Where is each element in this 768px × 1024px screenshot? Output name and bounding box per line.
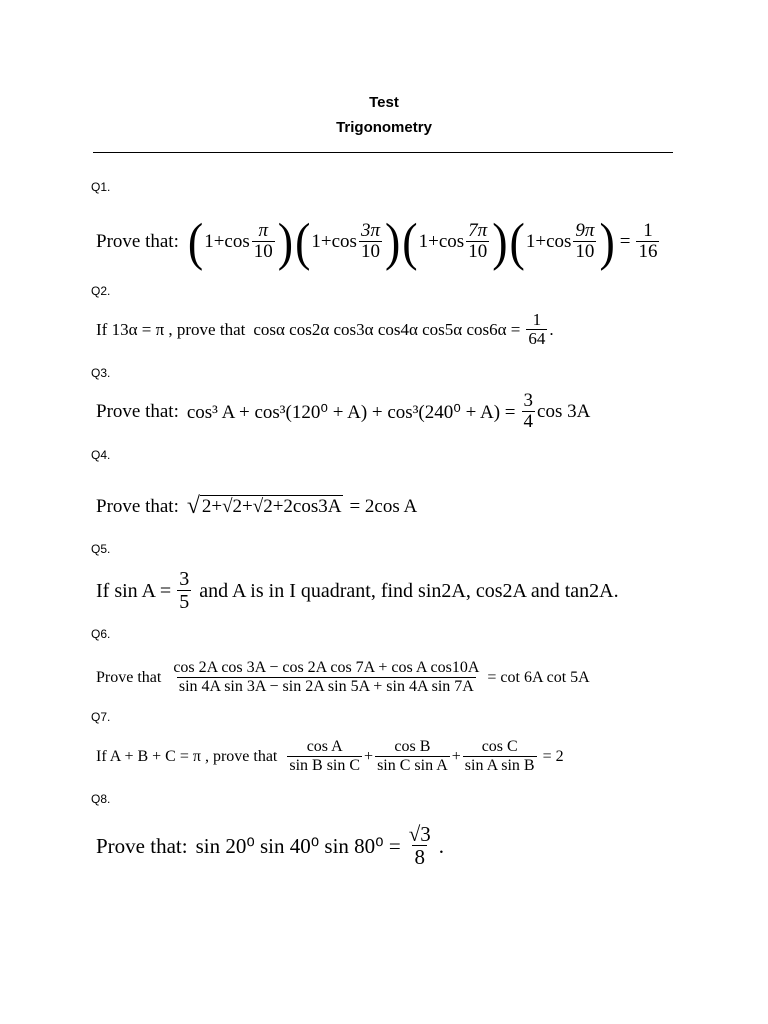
question-text: and A is in I quadrant, find sin2A, cos2A and tan2A. <box>199 579 619 602</box>
fraction: $\frac{\text{cos B}}{\text{sin C sin A}}$ <box>377 738 448 775</box>
question-lead: Prove that: <box>96 401 179 422</box>
term-text: 1+cos <box>525 231 572 252</box>
question-5-equation <box>96 563 619 619</box>
paren-close: ) <box>599 212 615 271</box>
fraction: $\frac{3\pi}{10}$ <box>360 220 380 263</box>
question-label: Q8. <box>91 792 111 806</box>
paren-open: ( <box>509 212 525 271</box>
paren-open: ( <box>295 212 311 271</box>
plus-sign: + <box>451 748 461 765</box>
lhs-text: cos³ A + cos³(120⁰ + A) + cos³(240⁰ + A) = <box>186 401 516 423</box>
rhs-text: = 2cos A <box>349 496 418 517</box>
question-label: Q3. <box>91 366 111 380</box>
page-title: Test <box>369 94 399 111</box>
term-text: 1+cos <box>311 231 357 252</box>
question-label: Q5. <box>91 542 111 556</box>
question-1-equation <box>96 212 661 272</box>
rhs-text: cos 3A <box>537 401 591 422</box>
fraction: $\frac{3}{4}$ <box>523 390 534 433</box>
paren-open: ( <box>187 212 204 271</box>
fraction: $\frac{1}{16}$ <box>638 220 658 263</box>
question-4-equation <box>96 487 417 527</box>
plus-sign: + <box>364 748 374 765</box>
fraction: $\frac{\pi}{10}$ <box>253 220 273 263</box>
fraction: $\frac{\text{cos A}}{\text{sin B sin C}}$ <box>289 738 361 775</box>
paren-close: ) <box>492 212 508 271</box>
question-label: Q7. <box>91 710 111 724</box>
fraction: $\frac{\text{cos C}}{\text{sin A sin B}}$ <box>464 738 535 775</box>
equals-sign: = <box>619 231 631 252</box>
paren-close: ) <box>277 212 294 271</box>
nested-radical: √ 2+√2+√2+2cos3A <box>186 493 342 520</box>
page-subtitle: Trigonometry <box>336 119 432 136</box>
question-7-equation <box>96 732 564 782</box>
question-label: Q1. <box>91 180 111 194</box>
question-lead: If A + B + C = π , prove that <box>96 748 278 765</box>
rhs-text: = cot 6A cot 5A <box>487 669 590 686</box>
question-3-equation <box>96 386 590 438</box>
fraction: $\frac{√3}{8}$ <box>408 821 431 869</box>
product-text: cosα cos2α cos3α cos4α cos5α cos6α = <box>253 320 521 339</box>
question-lead: If 13α = π , prove that <box>96 320 246 339</box>
paren-close: ) <box>384 212 401 271</box>
question-label: Q4. <box>91 448 111 462</box>
period: . <box>438 833 444 858</box>
header-divider <box>93 152 673 153</box>
term-text: 1+cos <box>204 231 250 252</box>
paren-open: ( <box>402 212 418 271</box>
question-lead: If sin A = <box>96 579 172 602</box>
question-lead: Prove that: <box>96 231 179 252</box>
question-label: Q2. <box>91 284 111 298</box>
period: . <box>549 320 554 339</box>
question-lead: Prove that: <box>96 833 188 858</box>
question-lead: Prove that: <box>96 496 179 517</box>
term-text: 1+cos <box>418 231 465 252</box>
fraction: $\frac{1}{64}$ <box>528 310 546 349</box>
question-lead: Prove that <box>96 669 162 686</box>
question-8-equation <box>96 815 444 877</box>
question-2-equation <box>96 305 554 355</box>
fraction: $\frac{3}{5}$ <box>179 568 190 613</box>
fraction: $\frac{9\pi}{10}$ <box>575 220 595 263</box>
fraction: $\frac{\text{cos 2A cos 3A − cos 2A cos 7A + cos A cos10A}}{\text{sin 4A sin 3A − sin 2A sin 5A + sin 4A sin 7A}}$ <box>173 659 480 696</box>
question-label: Q6. <box>91 627 111 641</box>
fraction: $\frac{7\pi}{10}$ <box>468 220 488 263</box>
lhs-text: sin 20⁰ sin 40⁰ sin 80⁰ = <box>195 833 401 858</box>
question-6-equation <box>96 652 590 704</box>
rhs-text: = 2 <box>542 748 564 765</box>
